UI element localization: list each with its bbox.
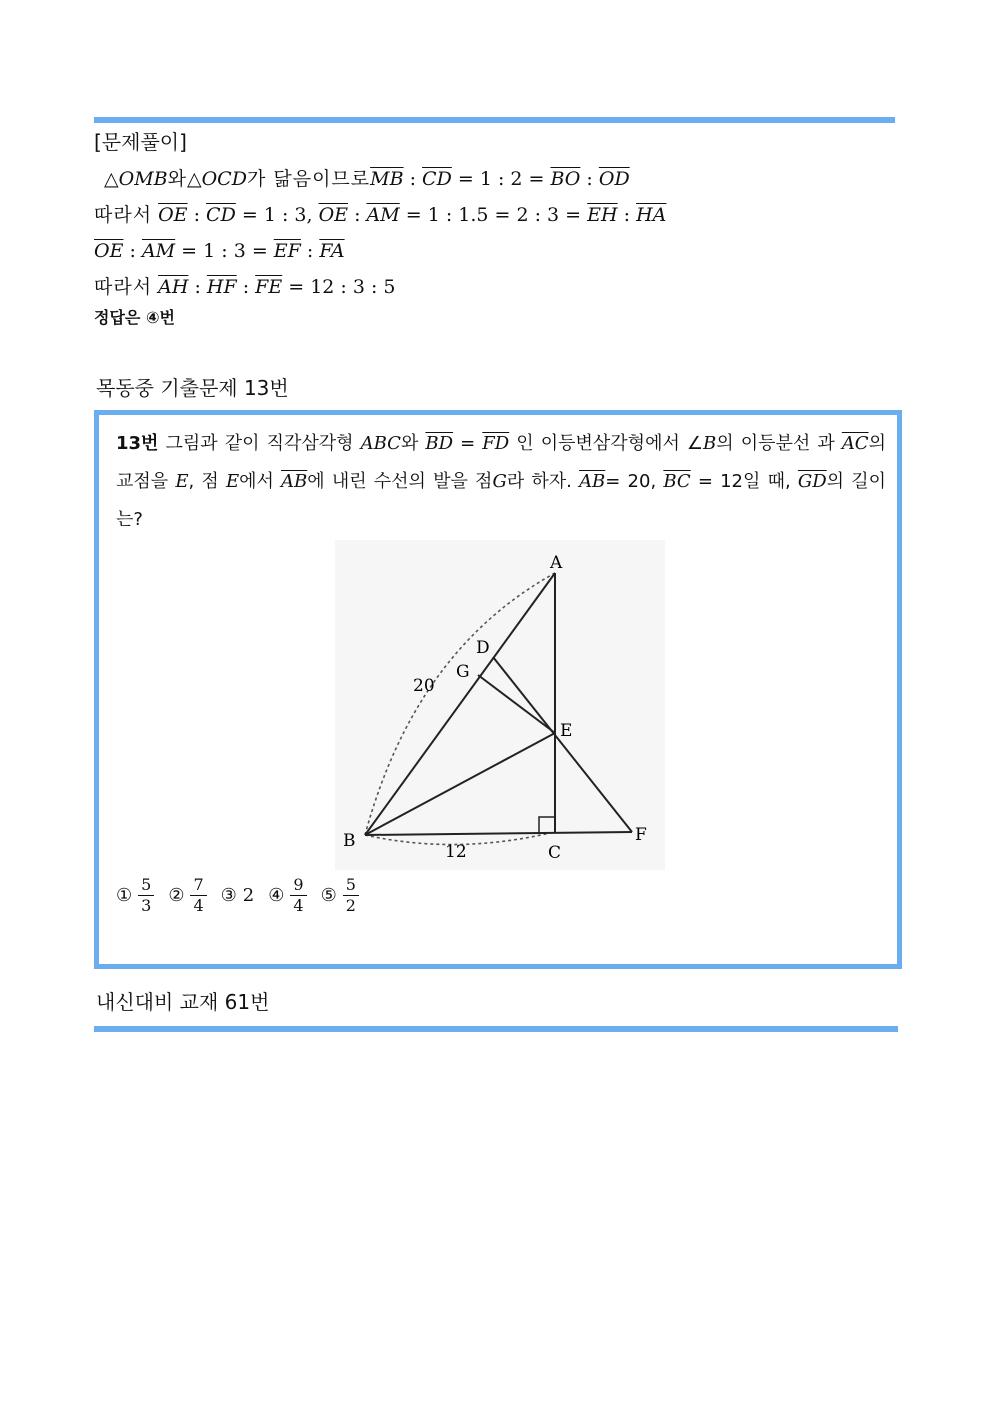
choice-1[interactable]: ① $\frac{5}{3}$: [116, 875, 154, 916]
choice-2[interactable]: ② $\frac{7}{4}$: [168, 875, 206, 916]
solution-section: [94, 126, 894, 328]
label-g: G: [456, 662, 470, 682]
right-angle-mark: [539, 817, 555, 833]
triangle-figure: [335, 540, 665, 870]
solution-line-1: △OMB와△OCD가 닮음이므로$\overline{MB}$ : $\overline{CD} = 1$ : $2 = \overline{BO}$ : $\overline{OD}$: [104, 168, 630, 190]
bisector-be: [365, 733, 555, 835]
choice-4[interactable]: ④ $\frac{9}{4}$: [268, 875, 306, 916]
answer-choices: [116, 875, 373, 916]
length-label-ab: 20: [413, 676, 435, 696]
label-c: C: [548, 843, 562, 863]
choice-5[interactable]: ⑤ $\frac{5}{2}$: [321, 875, 359, 916]
question-box: [94, 410, 902, 969]
label-d: D: [476, 638, 490, 658]
label-f: F: [635, 825, 647, 845]
label-e: E: [560, 721, 573, 741]
label-b: B: [343, 831, 356, 851]
section-heading-mokdong: 목동중 기출문제 13번: [96, 376, 289, 400]
question-number: 13번: [116, 433, 159, 454]
question-text: 13번 그림과 같이 직각삼각형 ABC와 $\overline{BD} = \overline{FD}$ 인 이등변삼각형에서 ∠B의 이등분선 과 $\overline{AC}$의 교점을 E, 점 E에서 $\overline{AB}$에 내린 수선의 발을 점G라 하자. $\overline{AB}= 20$, $\overline{BC} = 12$일 때, $\overline{GD}$의 길이는?: [116, 433, 887, 530]
solution-line-4: 따라서 $\overline{AH}$ : $\overline{HF}$ : $\overline{FE} = 12$ : 3 : 5: [94, 276, 396, 298]
choice-3[interactable]: ③ 2: [220, 885, 255, 906]
solution-line-3: $\overline{OE}$ : $\overline{AM} = 1$ : $3 = \overline{EF}$ : $\overline{FA}$: [94, 240, 345, 262]
side-ab: [365, 573, 555, 835]
solution-line-2: 따라서 $\overline{OE}$ : $\overline{CD} = 1$ : 3, $\overline{OE}$ : $\overline{AM} = 1$ : 1.5 = 2 : $3 = \overline{EH}$ : $\overline{HA}$: [94, 204, 667, 226]
length-label-bc: 12: [445, 842, 467, 862]
top-divider: [94, 117, 895, 123]
label-a: A: [550, 553, 563, 573]
side-bf: [365, 832, 632, 835]
answer-text: 정답은 ④번: [94, 308, 175, 327]
triangle-diagram: [335, 540, 665, 870]
bottom-divider: [94, 1026, 898, 1032]
perpendicular-eg: [478, 675, 555, 733]
segment-df: [493, 657, 632, 832]
section-heading-textbook: 내신대비 교재 61번: [96, 990, 270, 1014]
solution-title: [문제풀이]: [94, 130, 187, 154]
